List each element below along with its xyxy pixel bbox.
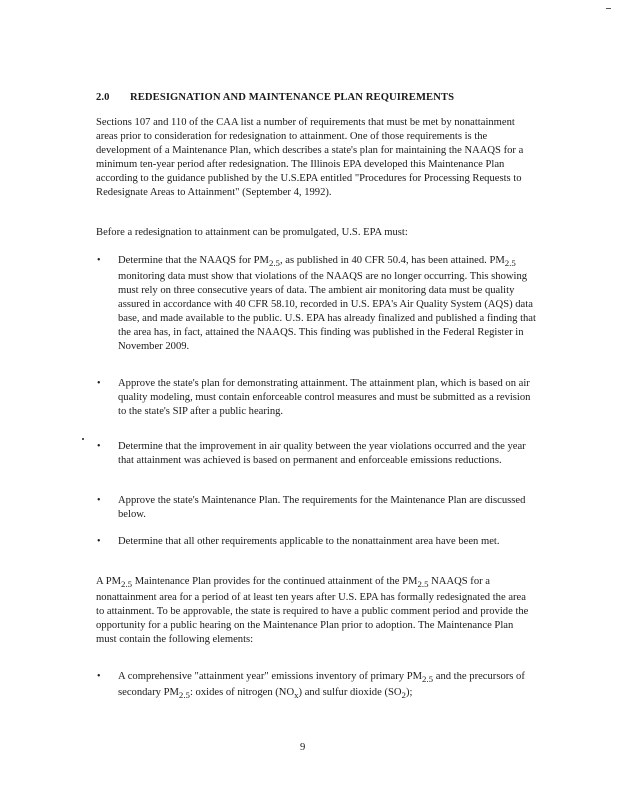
bullet-icon: • [97, 255, 101, 266]
bullet-item-maintenance-plan: • Approve the state's Maintenance Plan. The requirements for the Maintenance Plan are discussed below. [97, 495, 526, 520]
bullet-icon: • [97, 378, 101, 389]
bullet-item-emissions-inventory: • A comprehensive "attainment year" emissions inventory of primary $PM_{2.5}$ and the precursors of secondary $PM_{2.5}$: oxides of nitrogen $(NO_x)$ and sulfur dioxide $(SO_2)$; [97, 671, 525, 701]
bullet-item-attainment: • Determine that the NAAQS for $PM_{2.5}$, as published in 40 CFR 50.4, has been attained. $PM_{2.5}$ monitoring data must show that violations of the NAAQS are no longer occurring. This showing must rely on three consecutive years of data. The ambient air monitoring data must be quality assured in accordance with 40 CFR 58.10, recorded in U.S. EPA's Air Quality System (AQS) data base, and made available to the public. U.S. EPA has already finalized and published a finding that the area has, in fact, attained the NAAQS. This finding was published in the Federal Register in November 2009. [97, 255, 536, 353]
scan-mark [82, 438, 84, 440]
section-heading [96, 92, 454, 103]
bullet-item-improvement: • Determine that the improvement in air quality between the year violations occurred and the year that attainment was achieved is based on permanent and enforceable emissions reductions. [97, 441, 526, 466]
maintenance-plan-paragraph: A $PM_{2.5}$ Maintenance Plan provides for the continued attainment of the $PM_{2.5}$ NAAQS for a nonattainment area for a period of at least ten years after U.S. EPA has formally redesignated the area to attainment. To be approvable, the state is required to have a public comment period and provide the opportunity for a public hearing on the Maintenance Plan prior to adoption. The Maintenance Plan must contain the following elements: [96, 576, 529, 646]
page-number: 9 [300, 742, 306, 753]
intro-paragraph: Sections 107 and 110 of the CAA list a number of requirements that must be met by nonattainment areas prior to consideration for redesignation to attainment. One of those requirements is the development of a Maintenance Plan, which describes a state's plan for maintaining the NAAQS for a minimum ten-year period after redesignation. The Illinois EPA developed this Maintenance Plan according to the guidance published by the U.S.EPA entitled "Procedures for Processing Requests to Redesignate Areas to Attainment" (September 4, 1992). [96, 117, 524, 198]
bullet-item-attainment-plan: • Approve the state's plan for demonstrating attainment. The attainment plan, which is based on air quality modeling, must contain enforceable control measures and must be submitted as a revision to the state's SIP after a public hearing. [97, 378, 531, 417]
bullet-icon: • [97, 671, 101, 682]
before-paragraph: Before a redesignation to attainment can be promulgated, U.S. EPA must: [96, 227, 408, 238]
bullet-icon: • [97, 536, 101, 547]
scan-mark [606, 8, 611, 9]
section-title: REDESIGNATION AND MAINTENANCE PLAN REQUIREMENTS [130, 92, 455, 103]
section-number: 2.0 [96, 92, 110, 103]
bullet-icon: • [97, 495, 101, 506]
bullet-item-other-requirements: • Determine that all other requirements applicable to the nonattainment area have been met. [97, 536, 500, 547]
bullet-icon: • [97, 441, 101, 452]
